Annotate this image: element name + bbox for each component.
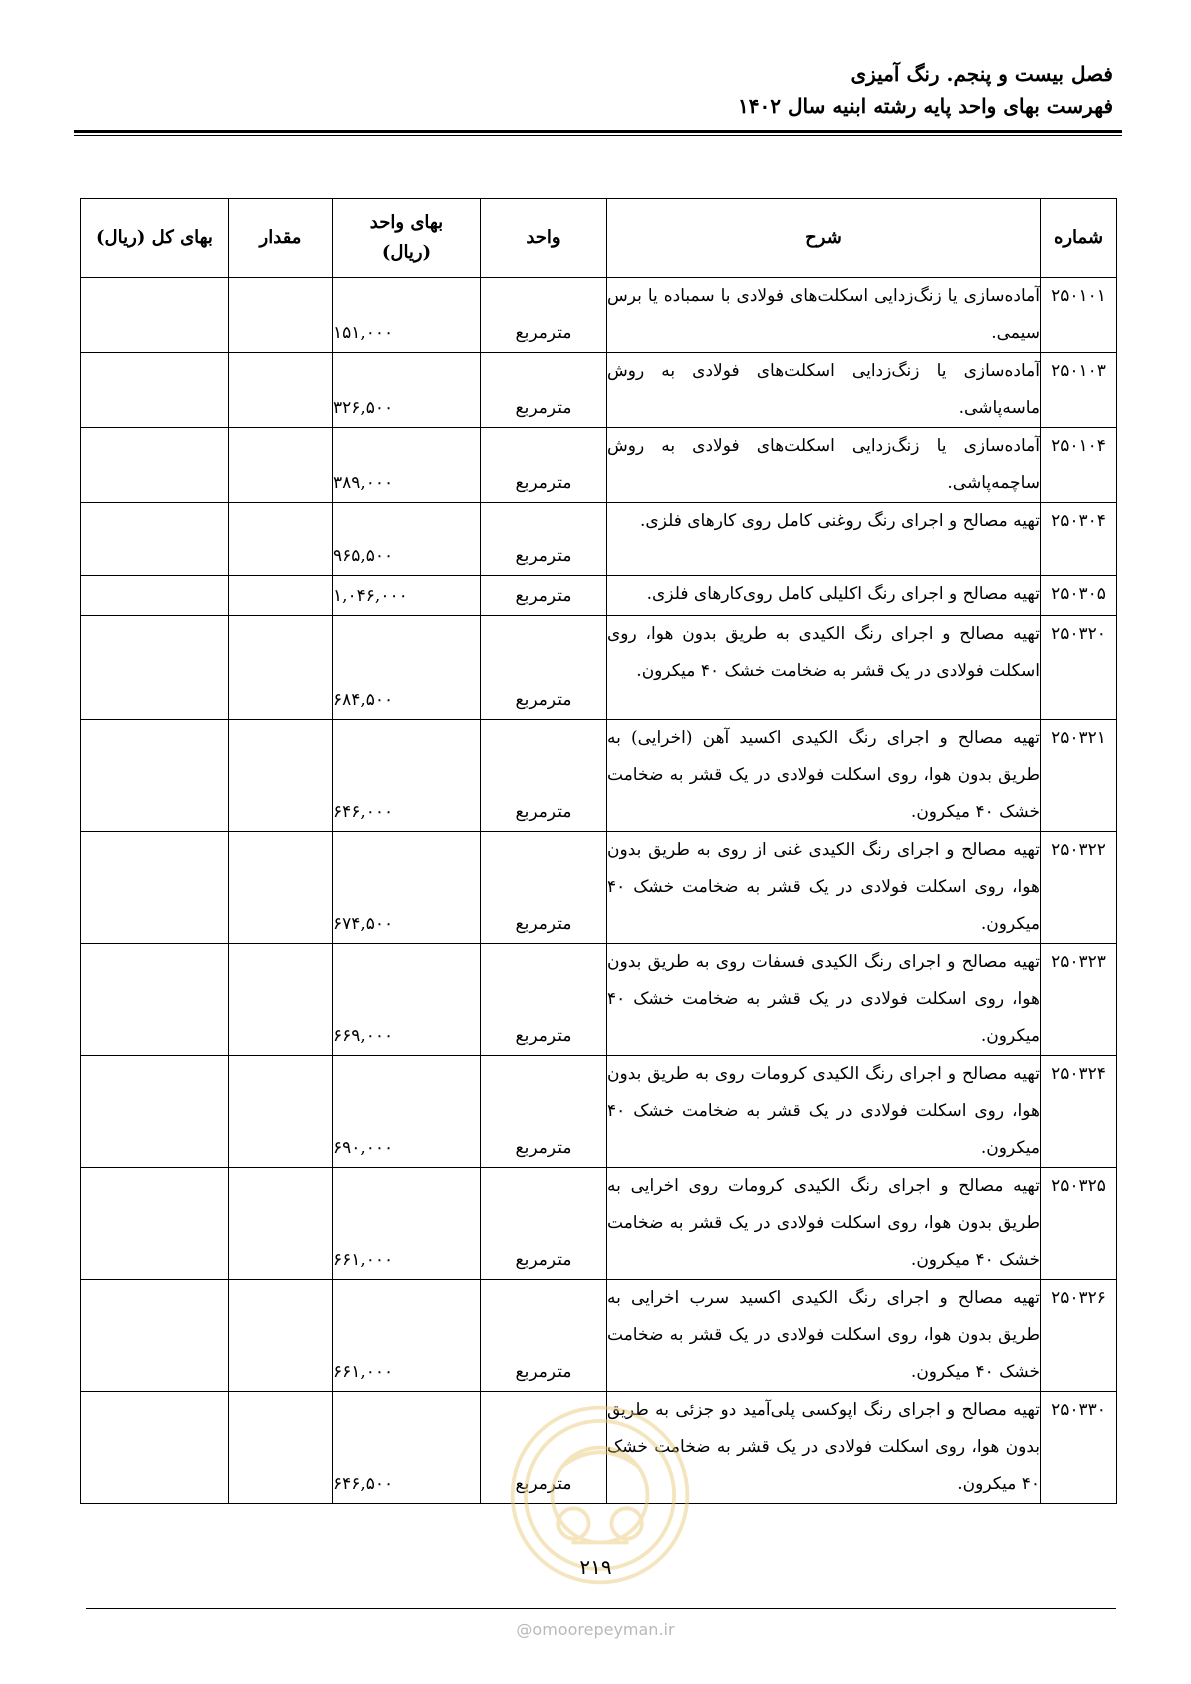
column-header-total-price: بهای کل (ریال) — [81, 199, 229, 278]
table-row — [81, 576, 1117, 616]
page-number: ۲۱۹ — [579, 1555, 612, 1579]
row-unit-price: ۱,۰۴۶,۰۰۰ — [333, 576, 481, 616]
row-description: تهیه مصالح و اجرای رنگ اپوکسی پلی‌آمید دو جزئی به طریق بدون هوا، روی اسکلت فولادی در یک قشر به ضخامت خشک ۴۰ میکرون. — [607, 1392, 1041, 1504]
row-quantity — [229, 503, 333, 576]
row-total-price — [81, 1056, 229, 1168]
row-total-price — [81, 720, 229, 832]
row-code: ۲۵۰۳۰۴ — [1041, 503, 1117, 576]
row-unit-price: ۱۵۱,۰۰۰ — [333, 278, 481, 353]
table-row — [81, 1056, 1117, 1168]
row-total-price — [81, 1392, 229, 1504]
row-quantity — [229, 278, 333, 353]
row-quantity — [229, 616, 333, 720]
row-quantity — [229, 1392, 333, 1504]
row-quantity — [229, 576, 333, 616]
table-row — [81, 278, 1117, 353]
row-quantity — [229, 720, 333, 832]
row-unit-price: ۶۶۹,۰۰۰ — [333, 944, 481, 1056]
row-unit-price: ۶۴۶,۰۰۰ — [333, 720, 481, 832]
row-description: آماده‌سازی یا زنگ‌زدایی اسکلت‌های فولادی به روش ماسه‌پاشی. — [607, 353, 1041, 428]
row-quantity — [229, 353, 333, 428]
row-code: ۲۵۰۳۲۱ — [1041, 720, 1117, 832]
watermark-text: @omoorepeyman.ir — [516, 1620, 675, 1639]
row-unit-price: ۳۸۹,۰۰۰ — [333, 428, 481, 503]
row-total-price — [81, 832, 229, 944]
row-description: آماده‌سازی یا زنگ‌زدایی اسکلت‌های فولادی به روش ساچمه‌پاشی. — [607, 428, 1041, 503]
row-description: تهیه مصالح و اجرای رنگ الکیدی کرومات روی اخرایی به طریق بدون هوا، روی اسکلت فولادی در یک قشر به ضخامت خشک ۴۰ میکرون. — [607, 1168, 1041, 1280]
table-row — [81, 616, 1117, 720]
row-quantity — [229, 832, 333, 944]
table-row — [81, 944, 1117, 1056]
row-code: ۲۵۰۱۰۱ — [1041, 278, 1117, 353]
table-row — [81, 428, 1117, 503]
row-code: ۲۵۰۱۰۳ — [1041, 353, 1117, 428]
row-unit: مترمربع — [481, 944, 607, 1056]
table-body — [81, 278, 1117, 1504]
unit-price-header-line2: (ریال) — [381, 242, 432, 263]
table-row — [81, 503, 1117, 576]
column-header-unit: واحد — [481, 199, 607, 278]
column-header-unit-price — [333, 199, 481, 278]
row-unit-price: ۶۴۶,۵۰۰ — [333, 1392, 481, 1504]
table-row — [81, 720, 1117, 832]
row-unit: مترمربع — [481, 576, 607, 616]
table-row — [81, 1168, 1117, 1280]
row-total-price — [81, 944, 229, 1056]
row-quantity — [229, 1056, 333, 1168]
row-unit: مترمربع — [481, 278, 607, 353]
row-total-price — [81, 353, 229, 428]
chapter-title: فصل بیست و پنجم. رنگ آمیزی — [850, 62, 1113, 86]
row-total-price — [81, 503, 229, 576]
page-header — [78, 58, 1113, 122]
row-unit: مترمربع — [481, 503, 607, 576]
row-unit-price: ۶۸۴,۵۰۰ — [333, 616, 481, 720]
table-row — [81, 353, 1117, 428]
price-table — [80, 198, 1117, 1504]
row-unit: مترمربع — [481, 720, 607, 832]
row-description: تهیه مصالح و اجرای رنگ الکیدی اکسید آهن (اخرایی) به طریق بدون هوا، روی اسکلت فولادی در یک قشر به ضخامت خشک ۴۰ میکرون. — [607, 720, 1041, 832]
row-total-price — [81, 428, 229, 503]
row-unit: مترمربع — [481, 353, 607, 428]
row-unit-price: ۶۷۴,۵۰۰ — [333, 832, 481, 944]
row-total-price — [81, 1280, 229, 1392]
row-unit-price: ۶۶۱,۰۰۰ — [333, 1280, 481, 1392]
row-unit: مترمربع — [481, 428, 607, 503]
row-description: تهیه مصالح و اجرای رنگ الکیدی اکسید سرب اخرایی به طریق بدون هوا، روی اسکلت فولادی در یک قشر به ضخامت خشک ۴۰ میکرون. — [607, 1280, 1041, 1392]
row-code: ۲۵۰۳۲۳ — [1041, 944, 1117, 1056]
row-unit: مترمربع — [481, 1392, 607, 1504]
table-row — [81, 832, 1117, 944]
header-rule-thick — [74, 130, 1122, 133]
row-unit-price: ۹۶۵,۵۰۰ — [333, 503, 481, 576]
row-unit: مترمربع — [481, 1056, 607, 1168]
header-rule-thin — [74, 135, 1122, 136]
row-unit: مترمربع — [481, 1168, 607, 1280]
row-unit-price: ۶۶۱,۰۰۰ — [333, 1168, 481, 1280]
row-quantity — [229, 1280, 333, 1392]
row-unit: مترمربع — [481, 832, 607, 944]
row-code: ۲۵۰۳۰۵ — [1041, 576, 1117, 616]
row-code: ۲۵۰۳۲۴ — [1041, 1056, 1117, 1168]
row-unit: مترمربع — [481, 1280, 607, 1392]
row-unit: مترمربع — [481, 616, 607, 720]
row-description: تهیه مصالح و اجرای رنگ الکیدی غنی از روی به طریق بدون هوا، روی اسکلت فولادی در یک قشر به ضخامت خشک ۴۰ میکرون. — [607, 832, 1041, 944]
footer-rule — [86, 1608, 1116, 1609]
column-header-code: شماره — [1041, 199, 1117, 278]
row-code: ۲۵۰۳۲۵ — [1041, 1168, 1117, 1280]
table-row — [81, 1280, 1117, 1392]
row-description: تهیه مصالح و اجرای رنگ الکیدی فسفات روی به طریق بدون هوا، روی اسکلت فولادی در یک قشر به ضخامت خشک ۴۰ میکرون. — [607, 944, 1041, 1056]
row-quantity — [229, 944, 333, 1056]
row-quantity — [229, 428, 333, 503]
document-subtitle: فهرست بهای واحد پایه رشته ابنیه سال ۱۴۰۲ — [738, 94, 1113, 118]
row-description: تهیه مصالح و اجرای رنگ اکلیلی کامل روی‌کارهای فلزی. — [607, 576, 1041, 616]
row-quantity — [229, 1168, 333, 1280]
table-header-row — [81, 199, 1117, 278]
row-description: تهیه مصالح و اجرای رنگ الکیدی به طریق بدون هوا، روی اسکلت فولادی در یک قشر به ضخامت خشک ۴۰ میکرون. — [607, 616, 1041, 720]
row-code: ۲۵۰۳۳۰ — [1041, 1392, 1117, 1504]
row-description: تهیه مصالح و اجرای رنگ روغنی کامل روی کارهای فلزی. — [607, 503, 1041, 576]
row-total-price — [81, 576, 229, 616]
row-total-price — [81, 616, 229, 720]
column-header-quantity: مقدار — [229, 199, 333, 278]
row-description: آماده‌سازی یا زنگ‌زدایی اسکلت‌های فولادی با سمباده یا برس سیمی. — [607, 278, 1041, 353]
row-description: تهیه مصالح و اجرای رنگ الکیدی کرومات روی به طریق بدون هوا، روی اسکلت فولادی در یک قشر به ضخامت خشک ۴۰ میکرون. — [607, 1056, 1041, 1168]
row-unit-price: ۳۲۶,۵۰۰ — [333, 353, 481, 428]
row-code: ۲۵۰۳۲۰ — [1041, 616, 1117, 720]
column-header-description: شرح — [607, 199, 1041, 278]
row-total-price — [81, 278, 229, 353]
row-unit-price: ۶۹۰,۰۰۰ — [333, 1056, 481, 1168]
row-code: ۲۵۰۱۰۴ — [1041, 428, 1117, 503]
row-code: ۲۵۰۳۲۶ — [1041, 1280, 1117, 1392]
row-total-price — [81, 1168, 229, 1280]
row-code: ۲۵۰۳۲۲ — [1041, 832, 1117, 944]
unit-price-header-line1: بهای واحد — [369, 212, 444, 233]
